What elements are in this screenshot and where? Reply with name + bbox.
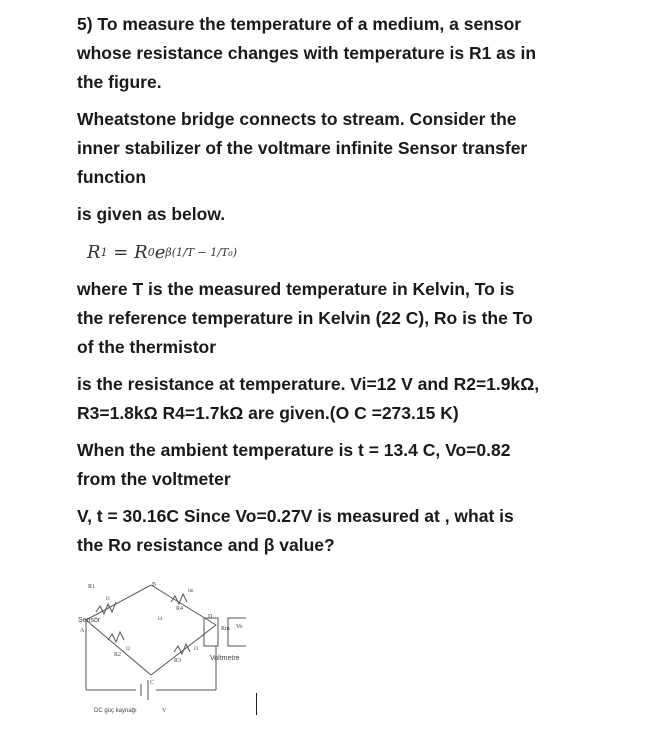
text-line: is the resistance at temperature. Vi=12 V and R2=1.9kΩ,	[77, 374, 540, 394]
text-line: the reference temperature in Kelvin (22 C), Ro is the To	[77, 308, 533, 328]
formula-r0: R	[134, 241, 148, 263]
node-c-label: C	[150, 680, 155, 686]
text-cursor	[256, 693, 257, 715]
r3-label: R3	[174, 658, 182, 664]
paragraph-2	[77, 105, 637, 192]
formula-r0-sub: 0	[147, 245, 155, 259]
r1-label: R1	[88, 584, 96, 590]
text-line: the figure.	[77, 72, 162, 92]
supply-v-label: V	[162, 708, 167, 714]
text-line: 5) To measure the temperature of a medium, a sensor	[77, 14, 522, 34]
r4-label: R4	[176, 606, 184, 612]
current-i4-label: I4	[158, 617, 163, 622]
node-b-label: B	[152, 582, 157, 588]
formula-exponent: β(1/T − 1/T₀)	[165, 245, 237, 259]
text-line: the Ro resistance and β value?	[77, 535, 335, 555]
paragraph-4	[77, 275, 637, 362]
paragraph-6	[77, 436, 637, 494]
text-line: of the thermistor	[77, 337, 217, 357]
text-line: When the ambient temperature is t = 13.4 C, Vo=0.82	[77, 440, 511, 460]
formula-eq: =	[113, 241, 129, 263]
r2-label: R2	[114, 652, 122, 658]
current-i3-label: I3	[194, 647, 199, 652]
sensor-label: Sensör	[78, 617, 101, 624]
formula-lhs: R	[87, 241, 101, 263]
text-line: V, t = 30.16C Since Vo=0.27V is measured at , what is	[77, 506, 514, 526]
text-line: inner stabilizer of the voltmare infinite Sensor transfer	[77, 138, 528, 158]
current-i2-label: I2	[126, 647, 131, 652]
rm-label: Rm	[221, 626, 230, 632]
node-d-label: D	[208, 614, 213, 620]
supply-label: DC güç kaynağı	[94, 708, 137, 714]
text-line: where T is the measured temperature in Kelvin, To is	[77, 279, 515, 299]
text-line: R3=1.8kΩ R4=1.7kΩ are given.(O C =273.15 K)	[77, 403, 459, 423]
text-line: function	[77, 167, 147, 187]
node-a-label: A	[80, 628, 85, 634]
formula-e: e	[154, 241, 166, 263]
paragraph-7	[77, 502, 637, 560]
vo-label: Vo	[236, 624, 243, 630]
text-line: Wheatstone bridge connects to stream. Consider the	[77, 109, 517, 129]
voltmeter-label: Voltmetre	[210, 655, 240, 662]
paragraph-3	[77, 200, 637, 229]
wheatstone-bridge-diagram	[76, 580, 246, 720]
formula-lhs-sub: 1	[100, 245, 108, 259]
document-body	[77, 10, 637, 560]
text-line: is given as below.	[77, 204, 226, 224]
text-line: whose resistance changes with temperature is R1 as in	[77, 43, 537, 63]
current-im-label: Im	[188, 589, 194, 594]
transfer-function-formula	[77, 229, 637, 275]
text-line: from the voltmeter	[77, 469, 231, 489]
paragraph-1	[77, 10, 637, 97]
current-i1-label: I1	[106, 597, 111, 602]
paragraph-5	[77, 370, 637, 428]
